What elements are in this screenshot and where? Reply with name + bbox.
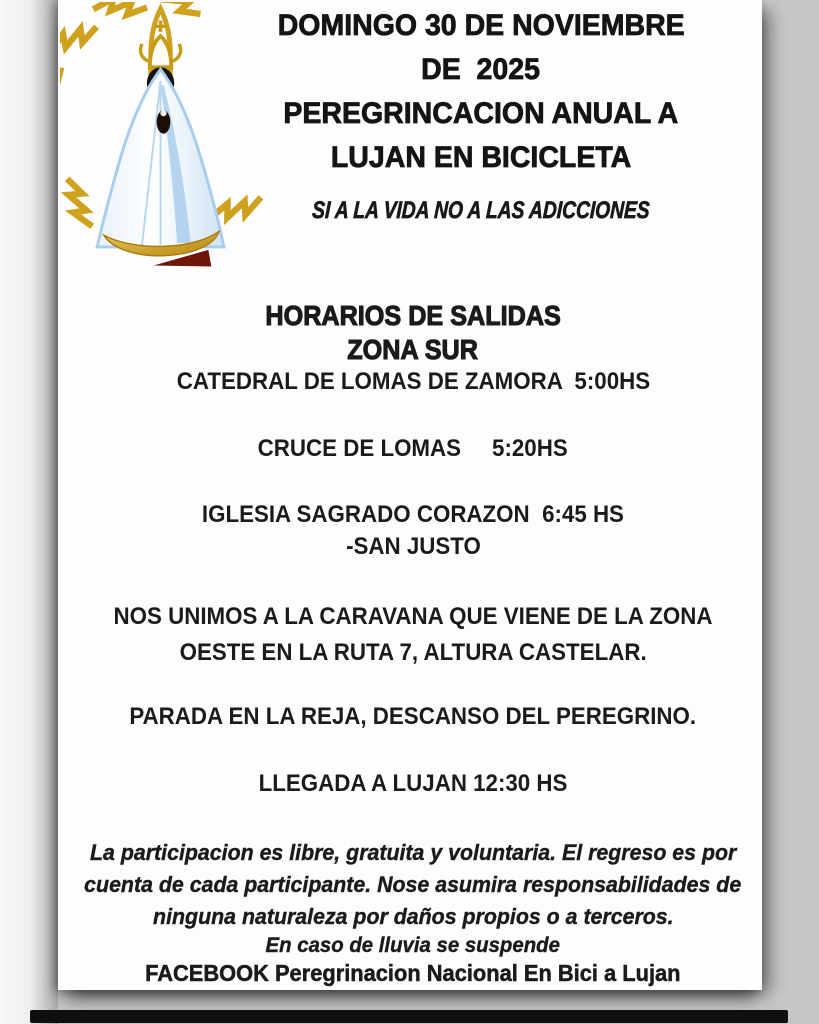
rain-notice: En caso de lluvia se suspende bbox=[265, 934, 561, 957]
title-block bbox=[208, 4, 754, 180]
schedule-heading: HORARIOS DE SALIDAS bbox=[265, 300, 561, 331]
disclaimer-line-3: ninguna naturaleza por daños propios o a terceros. bbox=[152, 904, 674, 929]
caravan-note-line-1: NOS UNIMOS A LA CARAVANA QUE VIENE DE LA ZONA bbox=[113, 603, 713, 630]
event-title-line-1: PEREGRINCACION ANUAL A bbox=[283, 97, 679, 130]
stop-catedral-lomas: CATEDRAL DE LOMAS DE ZAMORA 5:00HS bbox=[176, 368, 650, 395]
stop-san-justo: -SAN JUSTO bbox=[345, 533, 481, 560]
caravan-note-line-2: OESTE EN LA RUTA 7, ALTURA CASTELAR. bbox=[179, 639, 647, 666]
rest-stop-note: PARADA EN LA REJA, DESCANSO DEL PEREGRINO. bbox=[129, 703, 697, 730]
stop-cruce-de-lomas: CRUCE DE LOMAS 5:20HS bbox=[257, 435, 569, 462]
flyer-page bbox=[58, 0, 762, 990]
arrival-note: LLEGADA A LUJAN 12:30 HS bbox=[258, 770, 568, 797]
background-left-gutter bbox=[0, 0, 58, 1024]
disclaimer-line-2: cuenta de cada participante. Nose asumira responsabilidades de bbox=[84, 872, 742, 897]
motto-line: SI A LA VIDA NO A LAS ADICCIONES bbox=[311, 197, 651, 224]
event-title-line-2: LUJAN EN BICICLETA bbox=[330, 141, 632, 174]
facebook-line: FACEBOOK Peregrinacion Nacional En Bici a Lujan bbox=[145, 960, 681, 986]
bottom-black-bar bbox=[30, 1010, 788, 1023]
disclaimer-line-1: La participacion es libre, gratuita y voluntaria. El regreso es por bbox=[89, 840, 737, 865]
crown-icon bbox=[140, 20, 180, 67]
virgin-mantle bbox=[97, 69, 224, 247]
date-line: DOMINGO 30 DE NOVIEMBRE bbox=[277, 9, 685, 42]
year-line: DE 2025 bbox=[421, 53, 541, 86]
zone-heading: ZONA SUR bbox=[347, 334, 479, 365]
stop-iglesia-sagrado-corazon: IGLESIA SAGRADO CORAZON 6:45 HS bbox=[201, 501, 625, 528]
